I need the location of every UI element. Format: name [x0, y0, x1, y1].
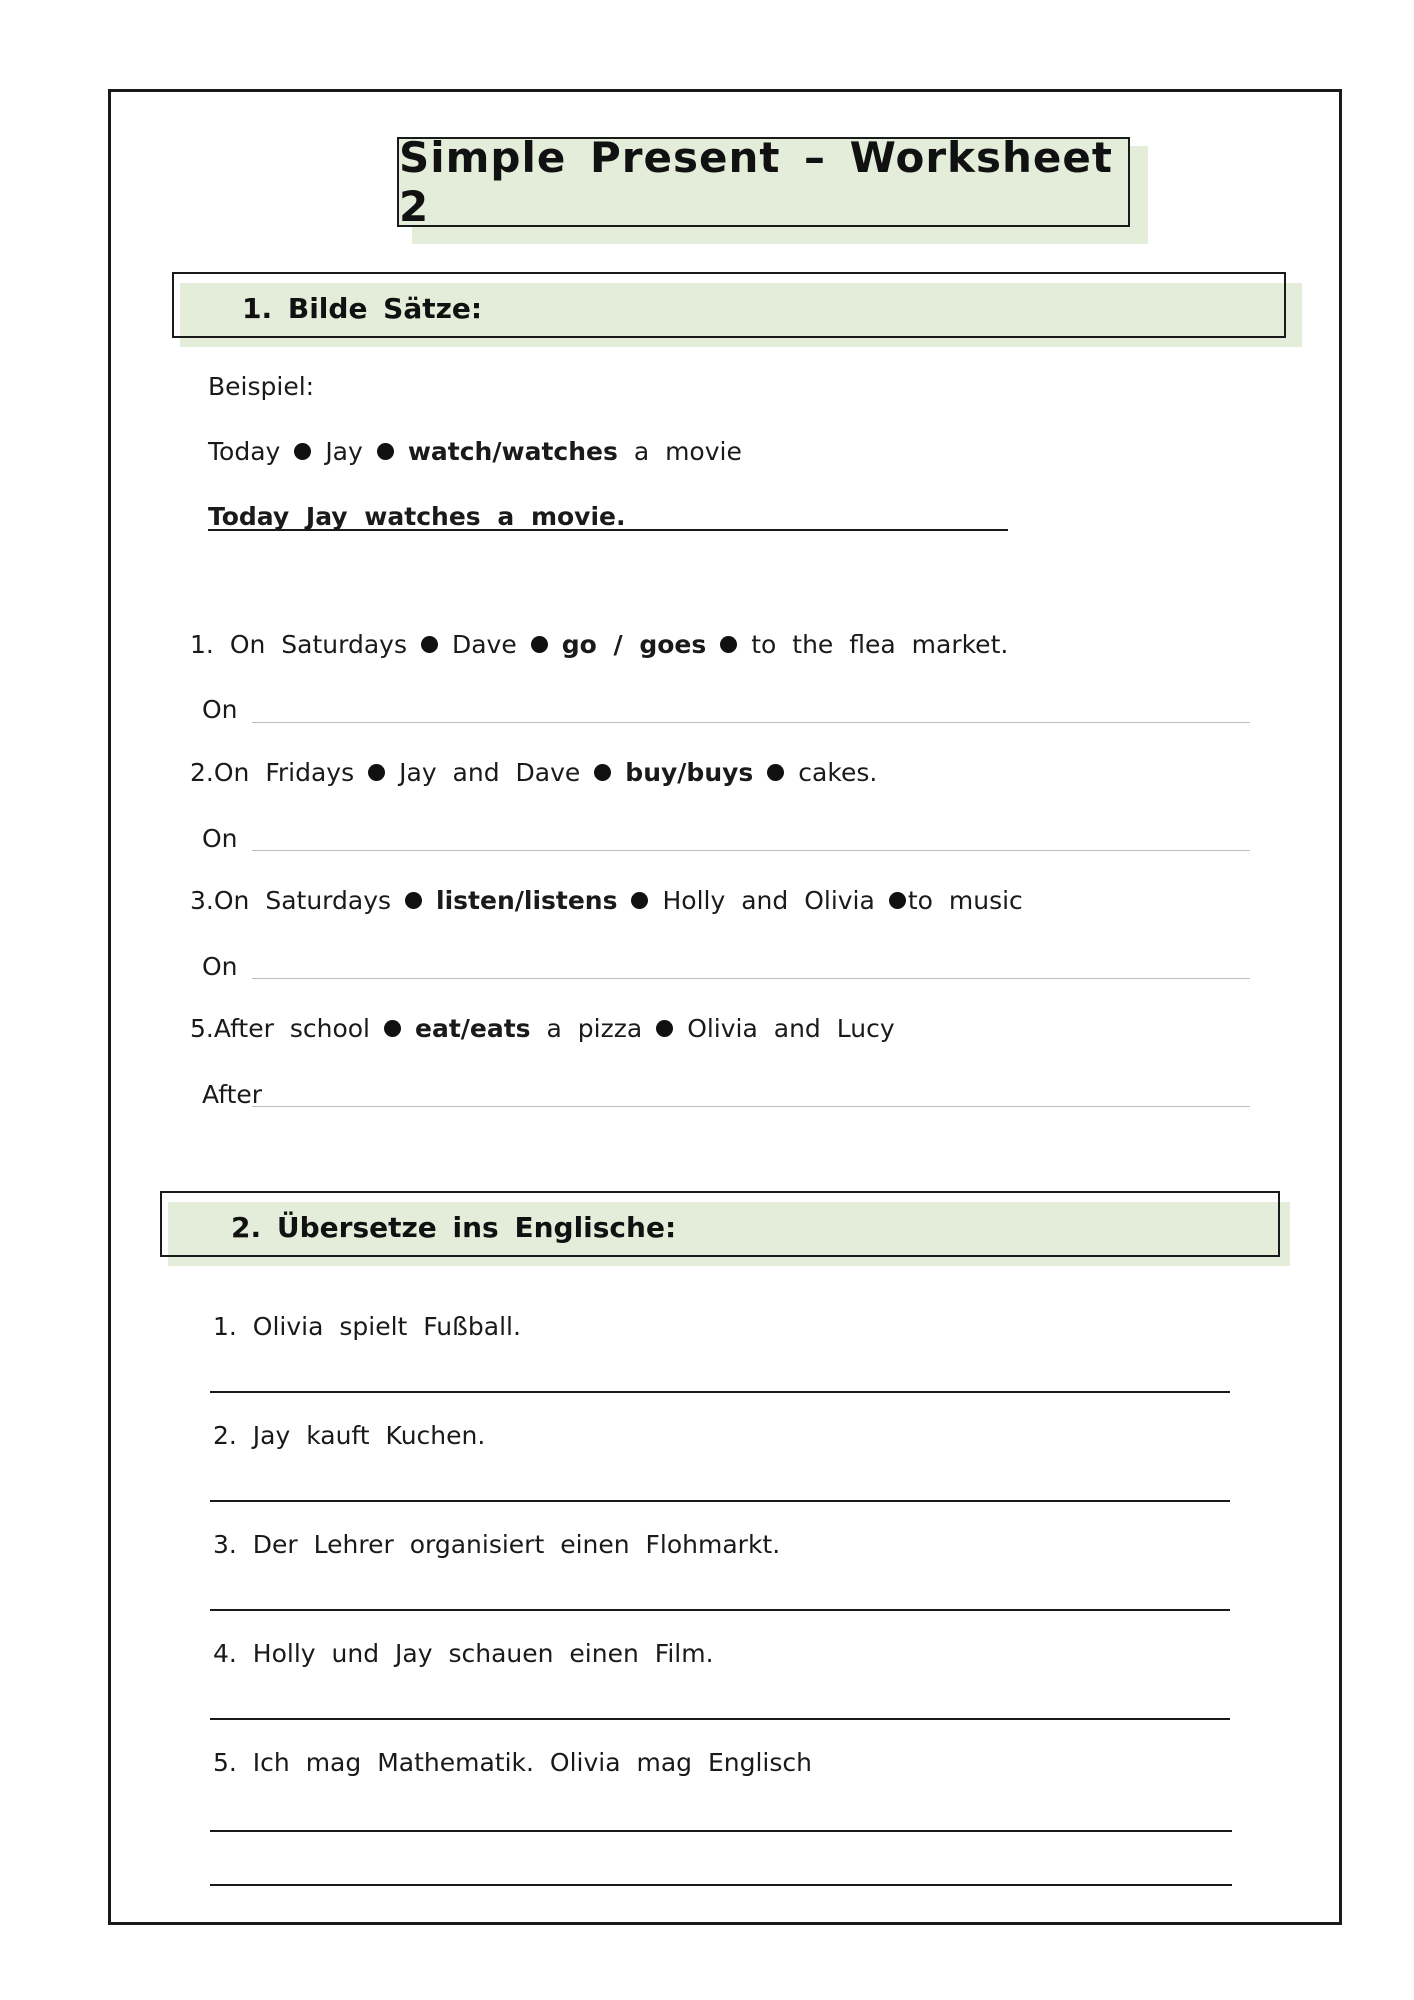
answer-prefix-1: On: [202, 695, 238, 724]
example-label: Beispiel:: [208, 372, 315, 401]
translation-item-2: 2. Jay kauft Kuchen.: [213, 1421, 486, 1450]
translation-line-5a[interactable]: [210, 1830, 1232, 1832]
answer-line-2[interactable]: [252, 850, 1250, 851]
translation-item-4: 4. Holly und Jay schauen einen Film.: [213, 1639, 714, 1668]
bullet-dot: [631, 892, 648, 909]
answer-line-5[interactable]: [252, 1106, 1250, 1107]
translation-item-1: 1. Olivia spielt Fußball.: [213, 1312, 521, 1341]
bullet-dot: [889, 892, 906, 909]
bullet-dot: [384, 1020, 401, 1037]
example-answer: Today Jay watches a movie.: [208, 502, 626, 531]
answer-line-3[interactable]: [252, 978, 1250, 979]
translation-line-5b[interactable]: [210, 1884, 1232, 1886]
sentence-item-3: 3.On Saturdays listen/listens Holly and Olivia to music: [190, 886, 1023, 915]
translation-item-5: 5. Ich mag Mathematik. Olivia mag Englisch: [213, 1748, 812, 1777]
example-prompt: Today Jay watch/watches a movie: [208, 437, 742, 466]
translation-line-3[interactable]: [210, 1609, 1230, 1611]
bullet-dot: [368, 764, 385, 781]
bullet-dot: [377, 443, 394, 460]
sentence-item-2: 2.On Fridays Jay and Dave buy/buys cakes.: [190, 758, 878, 787]
section1-heading: 1. Bilde Sätze:: [242, 292, 483, 325]
page-title: Simple Present – Worksheet 2: [399, 133, 1113, 231]
answer-prefix-5: After: [202, 1080, 263, 1109]
bullet-dot: [531, 636, 548, 653]
title-box: [397, 133, 1130, 231]
translation-line-4[interactable]: [210, 1718, 1230, 1720]
answer-prefix-3: On: [202, 952, 238, 981]
bullet-dot: [294, 443, 311, 460]
sentence-item-1: 1. On Saturdays Dave go / goes to the flea market.: [190, 630, 1009, 659]
translation-item-3: 3. Der Lehrer organisiert einen Flohmarkt.: [213, 1530, 781, 1559]
section2-heading: 2. Übersetze ins Englische:: [231, 1211, 677, 1244]
answer-line-1[interactable]: [252, 722, 1250, 723]
sentence-item-5: 5.After school eat/eats a pizza Olivia and Lucy: [190, 1014, 895, 1043]
bullet-dot: [405, 892, 422, 909]
bullet-dot: [656, 1020, 673, 1037]
bullet-dot: [767, 764, 784, 781]
translation-line-2[interactable]: [210, 1500, 1230, 1502]
example-answer-underline: [208, 529, 1008, 531]
bullet-dot: [720, 636, 737, 653]
bullet-dot: [421, 636, 438, 653]
bullet-dot: [594, 764, 611, 781]
translation-line-1[interactable]: [210, 1391, 1230, 1393]
answer-prefix-2: On: [202, 824, 238, 853]
